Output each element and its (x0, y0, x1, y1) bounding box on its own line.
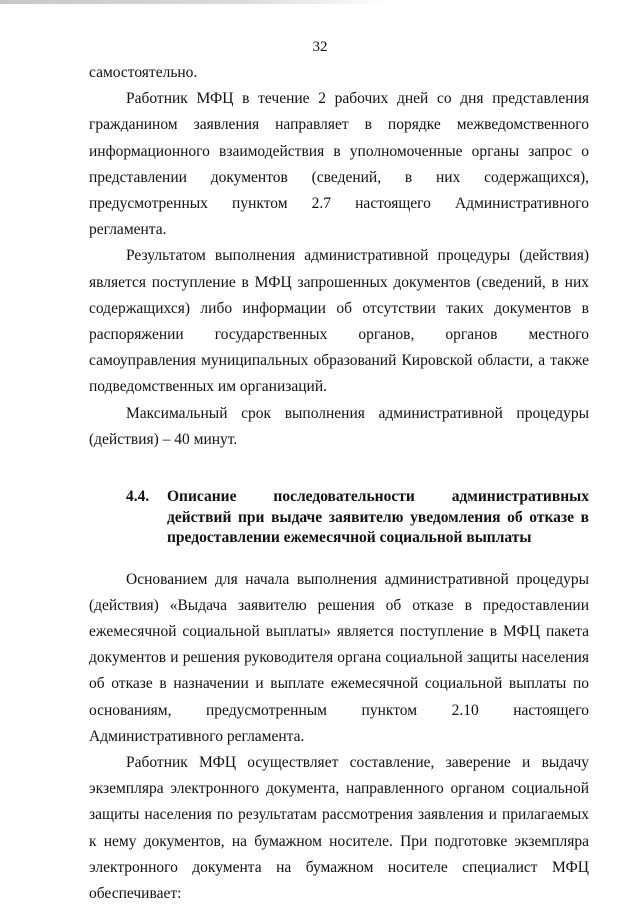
paragraph-continuation: самостоятельно. (89, 64, 198, 81)
paragraph-basis: Основанием для начала выполнения административной процедуры (действия) «Выдача заявителю решения об отказе в предоставлении ежемесячной социальной выплаты» является поступление в МФЦ пакета документов и решения руководителя органа социальной защиты населения об отказе в назначении и выплате ежемесячной социальной выплаты по основаниям, предусмотренным пунктом 2.10 настоящего Административного регламента. (89, 570, 589, 745)
page-number: 32 (312, 39, 328, 55)
section-title: Описание последовательности административных действий при выдаче заявителю уведомления об отказе в предоставлении ежемесячной социальной выплаты (167, 488, 589, 547)
paragraph-issuance: Работник МФЦ осуществляет составление, заверение и выдачу экземпляра электронного документа, направленного органом социальной защиты населения по результатам рассмотрения заявления и прилагаемых к нему документов, на бумажном носителе. При подготовке экземпляра электронного документа на бумажном носителе специалист МФЦ обеспечивает: (89, 753, 589, 902)
section-heading (89, 487, 589, 549)
page-content (89, 60, 589, 907)
paragraph-mfc-request: Работник МФЦ в течение 2 рабочих дней со дня представления гражданином заявления направляет в порядке межведомственного информационного взаимодействия в уполномоченные органы запрос о представлении документов (сведений, в них содержащихся), предусмотренных пунктом 2.7 настоящего Административного регламента. (89, 90, 589, 239)
paragraph-max-time: Максимальный срок выполнения административной процедуры (действия) – 40 минут. (89, 404, 589, 448)
paragraph-result: Результатом выполнения административной процедуры (действия) является поступление в МФЦ запрошенных документов (сведений, в них содержащихся) либо информации об отсутствии таких документов в распоряжении государственных органов, органов местного самоуправления муниципальных образований Кировской области, а также подведомственных им организаций. (89, 247, 589, 396)
section-number: 4.4. (126, 488, 150, 506)
scan-edge-mark (0, 0, 392, 4)
